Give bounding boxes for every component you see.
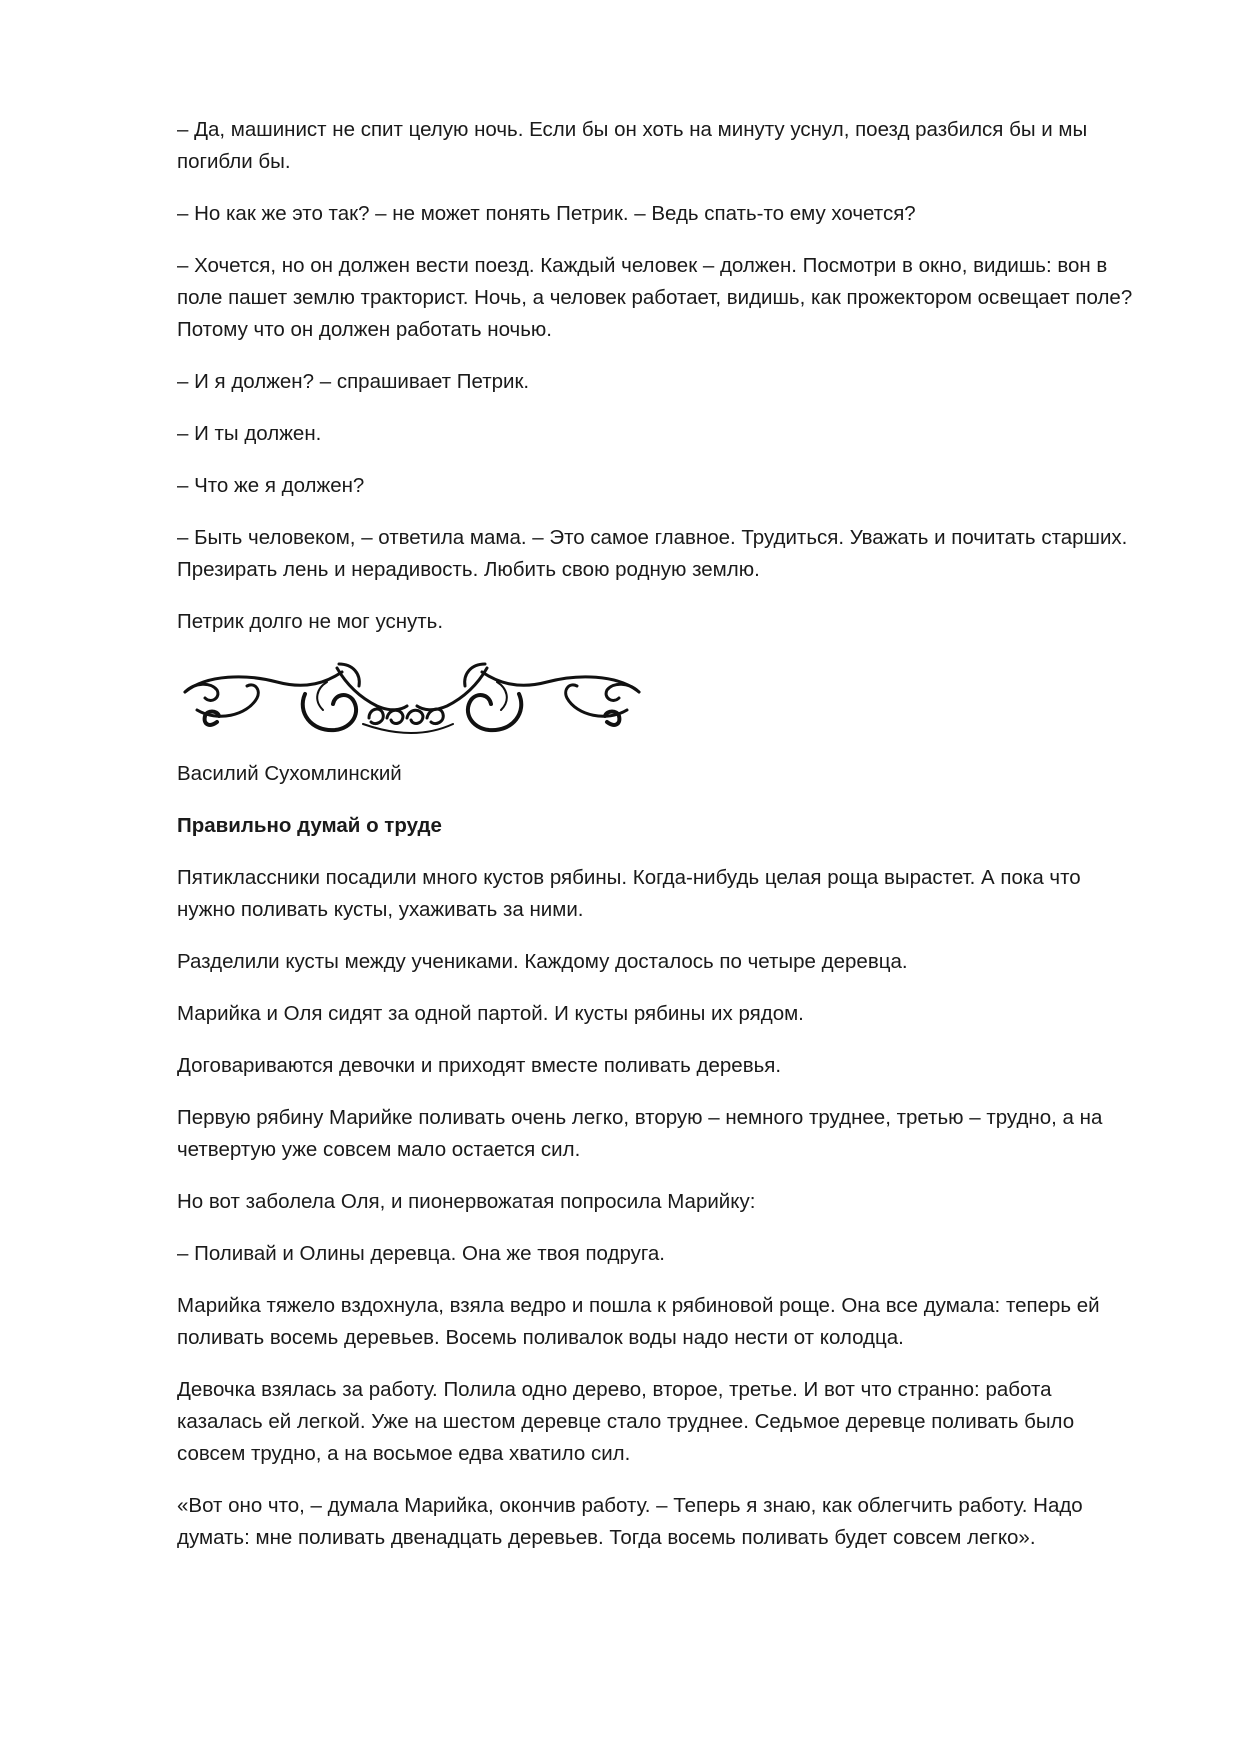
paragraph: – Поливай и Олины деревца. Она же твоя подруга. [177,1242,665,1265]
paragraph: Первую рябину Марийке поливать очень легко, вторую – немного труднее, третью – трудно, а на четвертую уже совсем мало остается сил. [177,1106,1103,1161]
paragraph: – И я должен? – спрашивает Петрик. [177,370,530,393]
paragraph: Девочка взялась за работу. Полила одно дерево, второе, третье. И вот что странно: работа казалась ей легкой. Уже на шестом деревце стало труднее. Седьмое деревце поливать было совсем трудно, а на восьмое едва хватило сил. [177,1378,1075,1465]
paragraph: «Вот оно что, – думала Марийка, окончив работу. – Теперь я знаю, как облегчить работу. Надо думать: мне поливать двенадцать деревьев. Тогда восемь поливать будет совсем легко». [177,1494,1083,1549]
paragraph: Петрик долго не мог уснуть. [177,610,444,633]
author-name: Василий Сухомлинский [177,762,402,785]
paragraph: Марийка и Оля сидят за одной партой. И кусты рябины их рядом. [177,1002,804,1025]
paragraph: – Что же я должен? [177,474,365,497]
paragraph: – Быть человеком, – ответила мама. – Это самое главное. Трудиться. Уважать и почитать старших. Презирать лень и нерадивость. Любить свою родную землю. [177,526,1128,581]
paragraph: – Да, машинист не спит целую ночь. Если бы он хоть на минуту уснул, поезд разбился бы и мы погибли бы. [177,118,1088,173]
paragraph: – Но как же это так? – не может понять Петрик. – Ведь спать-то ему хочется? [177,202,916,225]
paragraph: Разделили кусты между учениками. Каждому досталось по четыре деревца. [177,950,908,973]
flourish-divider-icon [177,652,647,748]
paragraph: Марийка тяжело вздохнула, взяла ведро и пошла к рябиновой роще. Она все думала: теперь ей поливать восемь деревьев. Восемь поливалок воды надо нести от колодца. [177,1294,1100,1349]
paragraph: – Хочется, но он должен вести поезд. Каждый человек – должен. Посмотри в окно, видишь: вон в поле пашет землю тракторист. Ночь, а человек работает, видишь, как прожектором освещает поле? Потому что он должен работать ночью. [177,254,1133,341]
paragraph: Договариваются девочки и приходят вместе поливать деревья. [177,1054,782,1077]
page-content [177,114,1137,1574]
paragraph: Пятиклассники посадили много кустов рябины. Когда-нибудь целая роща вырастет. А пока что нужно поливать кусты, ухаживать за ними. [177,866,1081,921]
paragraph: Но вот заболела Оля, и пионервожатая попросила Марийку: [177,1190,756,1213]
story-title: Правильно думай о труде [177,814,442,837]
paragraph: – И ты должен. [177,422,322,445]
